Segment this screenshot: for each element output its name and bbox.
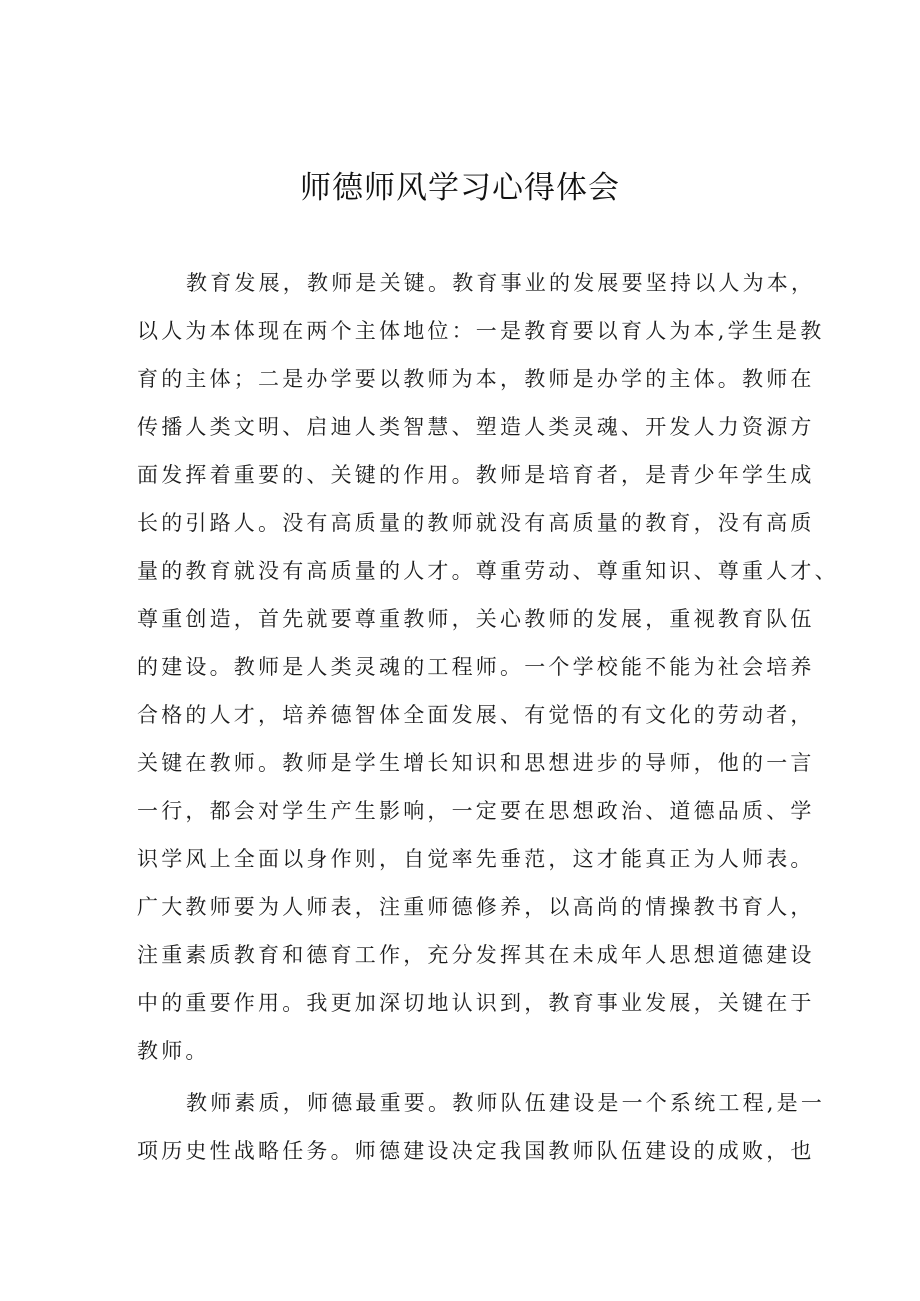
paragraph-line: 合格的人才，培养德智体全面发展、有觉悟的有文化的劳动者， [137, 703, 815, 727]
paragraph-line: 关键在教师。教师是学生增长知识和思想进步的导师，他的一言 [137, 751, 815, 775]
paragraph-line: 量的教育就没有高质量的人才。尊重劳动、尊重知识、尊重人才、 [137, 559, 839, 583]
paragraph-line: 识学风上全面以身作则，自觉率先垂范，这才能真正为人师表。 [137, 847, 815, 871]
paragraph-line: 广大教师要为人师表，注重师德修养，以高尚的情操教书育人， [137, 895, 815, 919]
paragraph-line: 的建设。教师是人类灵魂的工程师。一个学校能不能为社会培养 [137, 655, 815, 679]
paragraph-line: 项历史性战略任务。师德建设决定我国教师队伍建设的成败，也 [137, 1139, 815, 1163]
paragraph-line: 教育发展，教师是关键。教育事业的发展要坚持以人为本， [186, 271, 816, 295]
paragraph-line: 面发挥着重要的、关键的作用。教师是培育者，是青少年学生成 [137, 463, 815, 487]
paragraph-line: 教师。 [137, 1039, 210, 1063]
paragraph-line: 尊重创造，首先就要尊重教师，关心教师的发展，重视教育队伍 [137, 607, 815, 631]
paragraph-line: 注重素质教育和德育工作，充分发挥其在未成年人思想道德建设 [137, 943, 815, 967]
paragraph-line: 教师素质，师德最重要。教师队伍建设是一个系统工程,是一 [186, 1091, 826, 1115]
document-title: 师德师风学习心得体会 [300, 170, 620, 206]
paragraph-line: 长的引路人。没有高质量的教师就没有高质量的教育，没有高质 [137, 511, 815, 535]
paragraph-line: 传播人类文明、启迪人类智慧、塑造人类灵魂、开发人力资源方 [137, 415, 815, 439]
paragraph-line: 以人为本体现在两个主体地位：一是教育要以育人为本,学生是教 [137, 319, 825, 343]
paragraph-line: 中的重要作用。我更加深切地认识到，教育事业发展，关键在于 [137, 991, 815, 1015]
paragraph-line: 一行，都会对学生产生影响，一定要在思想政治、道德品质、学 [137, 799, 815, 823]
paragraph-line: 育的主体；二是办学要以教师为本，教师是办学的主体。教师在 [137, 367, 815, 391]
